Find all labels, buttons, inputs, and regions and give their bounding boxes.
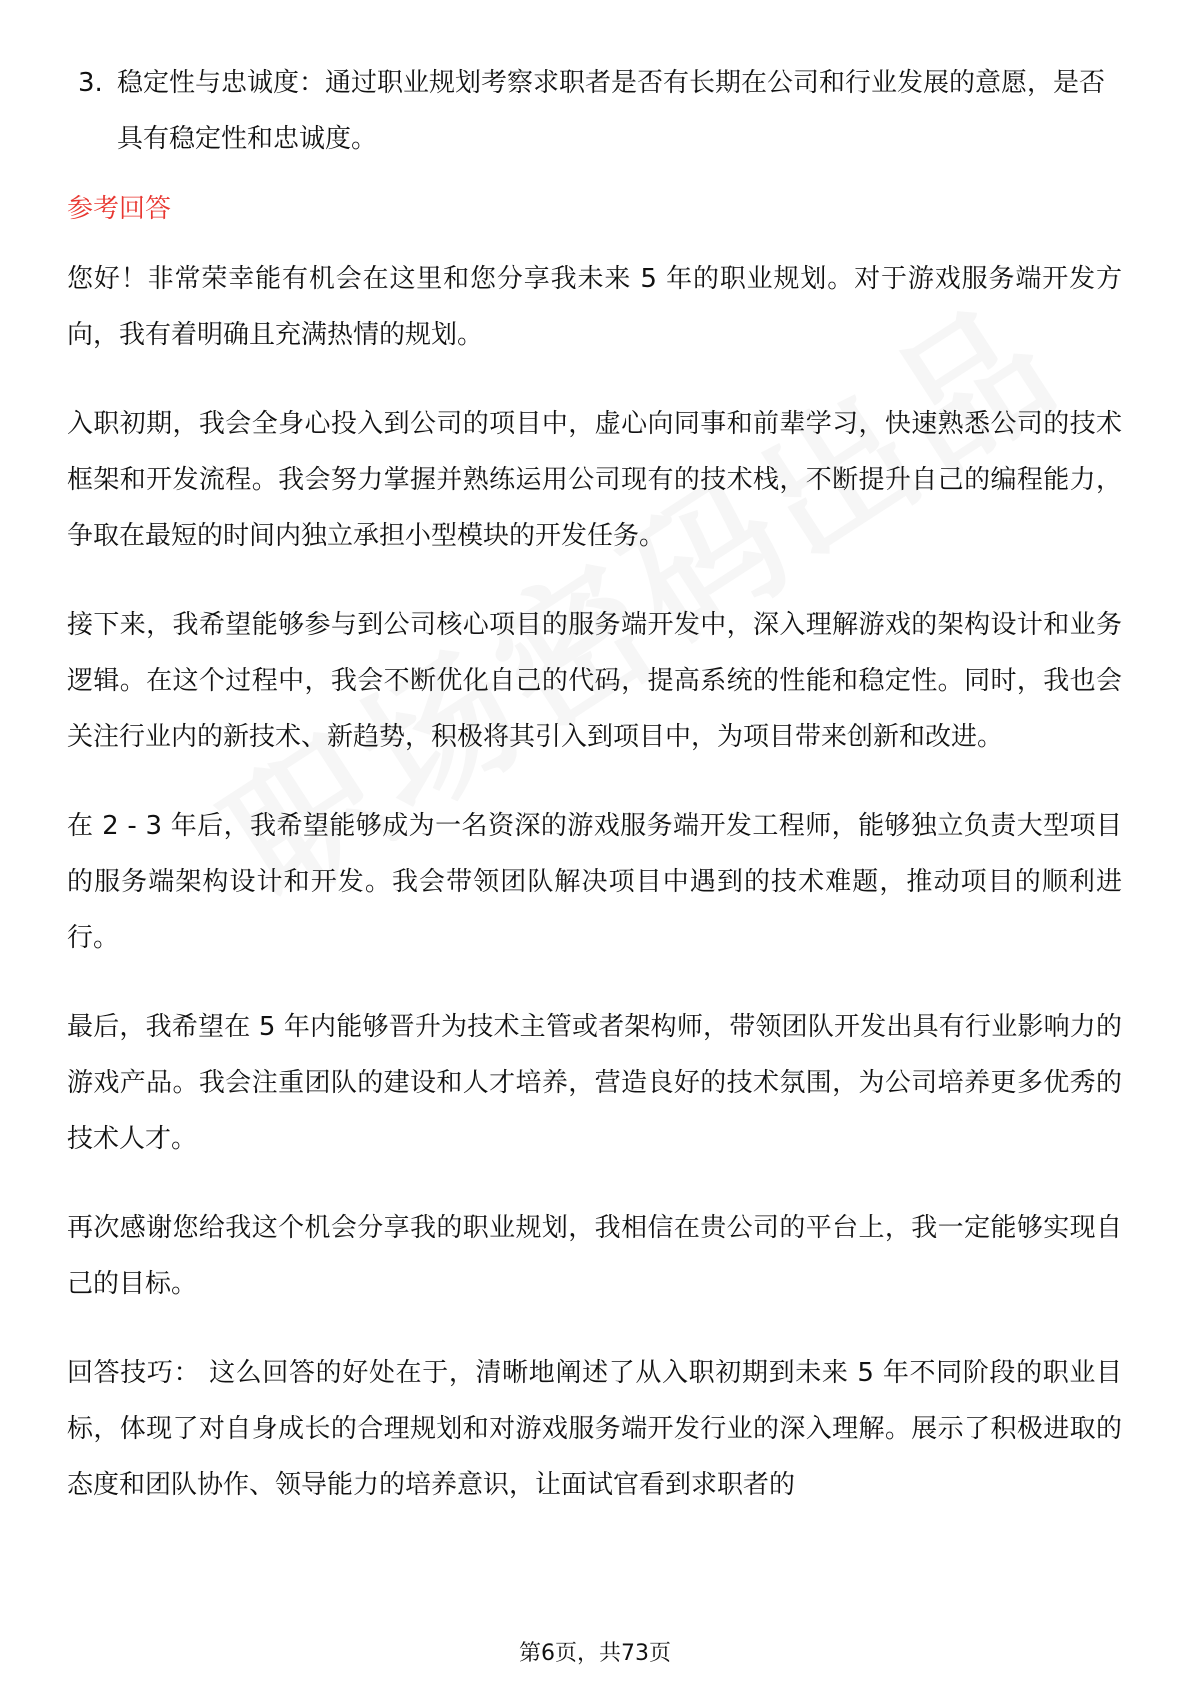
list-item-text: 稳定性与忠诚度：通过职业规划考察求职者是否有长期在公司和行业发展的意愿，是否具有稳定性和忠诚度。 bbox=[117, 68, 1106, 154]
paragraph-senior-stage: 在 2 - 3 年后，我希望能够成为一名资深的游戏服务端开发工程师，能够独立负责大型项目的服务端架构设计和开发。我会带领团队解决项目中遇到的技术难题，推动项目的顺利进行。 bbox=[67, 811, 1122, 953]
paragraph-greeting: 您好！非常荣幸能有机会在这里和您分享我未来 5 年的职业规划。对于游戏服务端开发方向，我有着明确且充满热情的规划。 bbox=[67, 264, 1122, 350]
section-heading: 参考回答 bbox=[67, 194, 172, 224]
paragraph-final-stage: 最后，我希望在 5 年内能够晋升为技术主管或者架构师，带领团队开发出具有行业影响力的游戏产品。我会注重团队的建设和人才培养，营造良好的技术氛围，为公司培养更多优秀的技术人才。 bbox=[67, 1012, 1122, 1154]
paragraph-answer-tips: 回答技巧： 这么回答的好处在于，清晰地阐述了从入职初期到未来 5 年不同阶段的职业目标，体现了对自身成长的合理规划和对游戏服务端开发行业的深入理解。展示了积极进取的态度和团队协作、领导能力的培养意识，让面试官看到求职者的 bbox=[67, 1358, 1122, 1500]
numbered-list-item bbox=[67, 55, 1122, 167]
page-footer: 第6页，共73页 bbox=[519, 1641, 671, 1666]
paragraph-thanks: 再次感谢您给我这个机会分享我的职业规划，我相信在贵公司的平台上，我一定能够实现自己的目标。 bbox=[67, 1213, 1122, 1299]
paragraph-initial-stage: 入职初期，我会全身心投入到公司的项目中，虚心向同事和前辈学习，快速熟悉公司的技术框架和开发流程。我会努力掌握并熟练运用公司现有的技术栈，不断提升自己的编程能力，争取在最短的时间内独立承担小型模块的开发任务。 bbox=[67, 409, 1122, 551]
page-content bbox=[67, 55, 1122, 1546]
paragraph-next-stage: 接下来，我希望能够参与到公司核心项目的服务端开发中，深入理解游戏的架构设计和业务逻辑。在这个过程中，我会不断优化自己的代码，提高系统的性能和稳定性。同时，我也会关注行业内的新技术、新趋势，积极将其引入到项目中，为项目带来创新和改进。 bbox=[67, 610, 1122, 752]
list-item-number: 3. bbox=[78, 68, 103, 98]
